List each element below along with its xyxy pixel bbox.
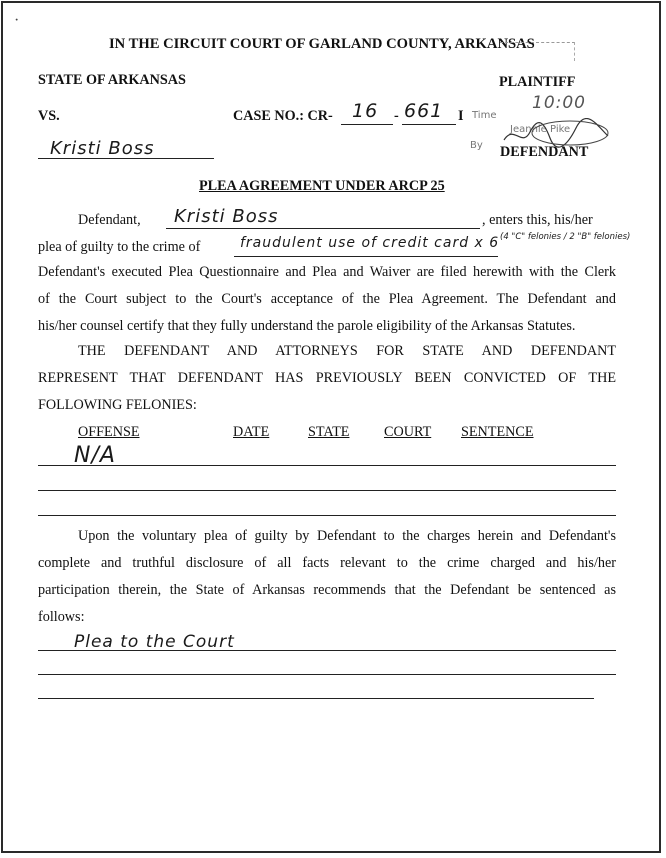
felonies-line-2: REPRESENT THAT DEFENDANT HAS PREVIOUSLY BEEN CONVICTED OF THE — [38, 370, 616, 386]
case-number-line — [402, 124, 456, 125]
defendant-name-handwritten: Kristi Boss — [50, 138, 155, 159]
felony-row-line-1 — [38, 465, 616, 466]
state-of-arkansas: STATE OF ARKANSAS — [38, 72, 186, 88]
recommendation-line-1: Upon the voluntary plea of guilty by Defendant to the charges herein and Defendant's — [78, 528, 616, 544]
felony-row-line-2 — [38, 490, 616, 491]
case-year-line — [341, 124, 393, 125]
court-title: IN THE CIRCUIT COURT OF GARLAND COUNTY, ARKANSAS — [109, 36, 535, 52]
stamp-by-label: By — [470, 140, 483, 151]
sentence-line-1 — [38, 650, 616, 651]
intro-body-line-3: his/her counsel certify that they fully understand the parole eligibility of the Arkansas Statutes. — [38, 318, 576, 334]
crime-text: fraudulent use of credit card x 6 — [240, 235, 500, 251]
felonies-line-1: THE DEFENDANT AND ATTORNEYS FOR STATE AND DEFENDANT — [78, 343, 616, 359]
intro-body-line-1: Defendant's executed Plea Questionnaire and Plea and Waiver are filed herewith with the Clerk — [38, 264, 616, 280]
crime-note: (4 "C" felonies / 2 "B" felonies) — [500, 232, 631, 242]
case-year: 16 — [352, 100, 379, 122]
defendant-label: DEFENDANT — [500, 144, 589, 160]
plaintiff-label: PLAINTIFF — [499, 74, 576, 90]
intro-name-line — [166, 228, 480, 229]
plea-prefix: plea of guilty to the crime of — [38, 239, 201, 255]
col-offense: OFFENSE — [78, 424, 140, 440]
vs-label: VS. — [38, 108, 60, 124]
stamp-time-label: Time — [472, 110, 497, 121]
enters-text: , enters this, his/her — [482, 212, 593, 228]
scan-mark: · — [14, 12, 20, 29]
defendant-name-line — [38, 158, 214, 159]
stamp-time-value: 10:00 — [532, 93, 586, 113]
intro-body-line-2: of the Court subject to the Court's acceptance of the Plea Agreement. The Defendant and — [38, 291, 616, 307]
sentence-handwritten: Plea to the Court — [74, 632, 235, 652]
col-court: COURT — [384, 424, 432, 440]
col-date: DATE — [233, 424, 270, 440]
felony-entry: N/A — [74, 443, 116, 468]
case-no-label: CASE NO.: CR- — [233, 108, 333, 124]
sentence-line-2 — [38, 674, 616, 675]
felony-row-line-3 — [38, 515, 616, 516]
recommendation-line-3: participation therein, the State of Arkansas recommends that the Defendant be sentenced as — [38, 582, 616, 598]
col-sentence: SENTENCE — [461, 424, 534, 440]
case-suffix: I — [458, 108, 464, 124]
filing-stamp-edge — [500, 42, 575, 61]
stamp-clerk: Jeannie Pike — [510, 124, 571, 135]
felonies-line-3: FOLLOWING FELONIES: — [38, 397, 197, 413]
col-state: STATE — [308, 424, 350, 440]
recommendation-line-4: follows: — [38, 609, 85, 625]
defendant-prefix: Defendant, — [78, 212, 141, 228]
crime-line — [234, 256, 498, 257]
recommendation-line-2: complete and truthful disclosure of all facts relevant to the crime charged and his/her — [38, 555, 616, 571]
case-dash: - — [394, 108, 399, 124]
agreement-title: PLEA AGREEMENT UNDER ARCP 25 — [199, 178, 445, 194]
intro-defendant-name: Kristi Boss — [174, 206, 279, 227]
sentence-line-3 — [38, 698, 594, 699]
case-number: 661 — [404, 100, 444, 122]
